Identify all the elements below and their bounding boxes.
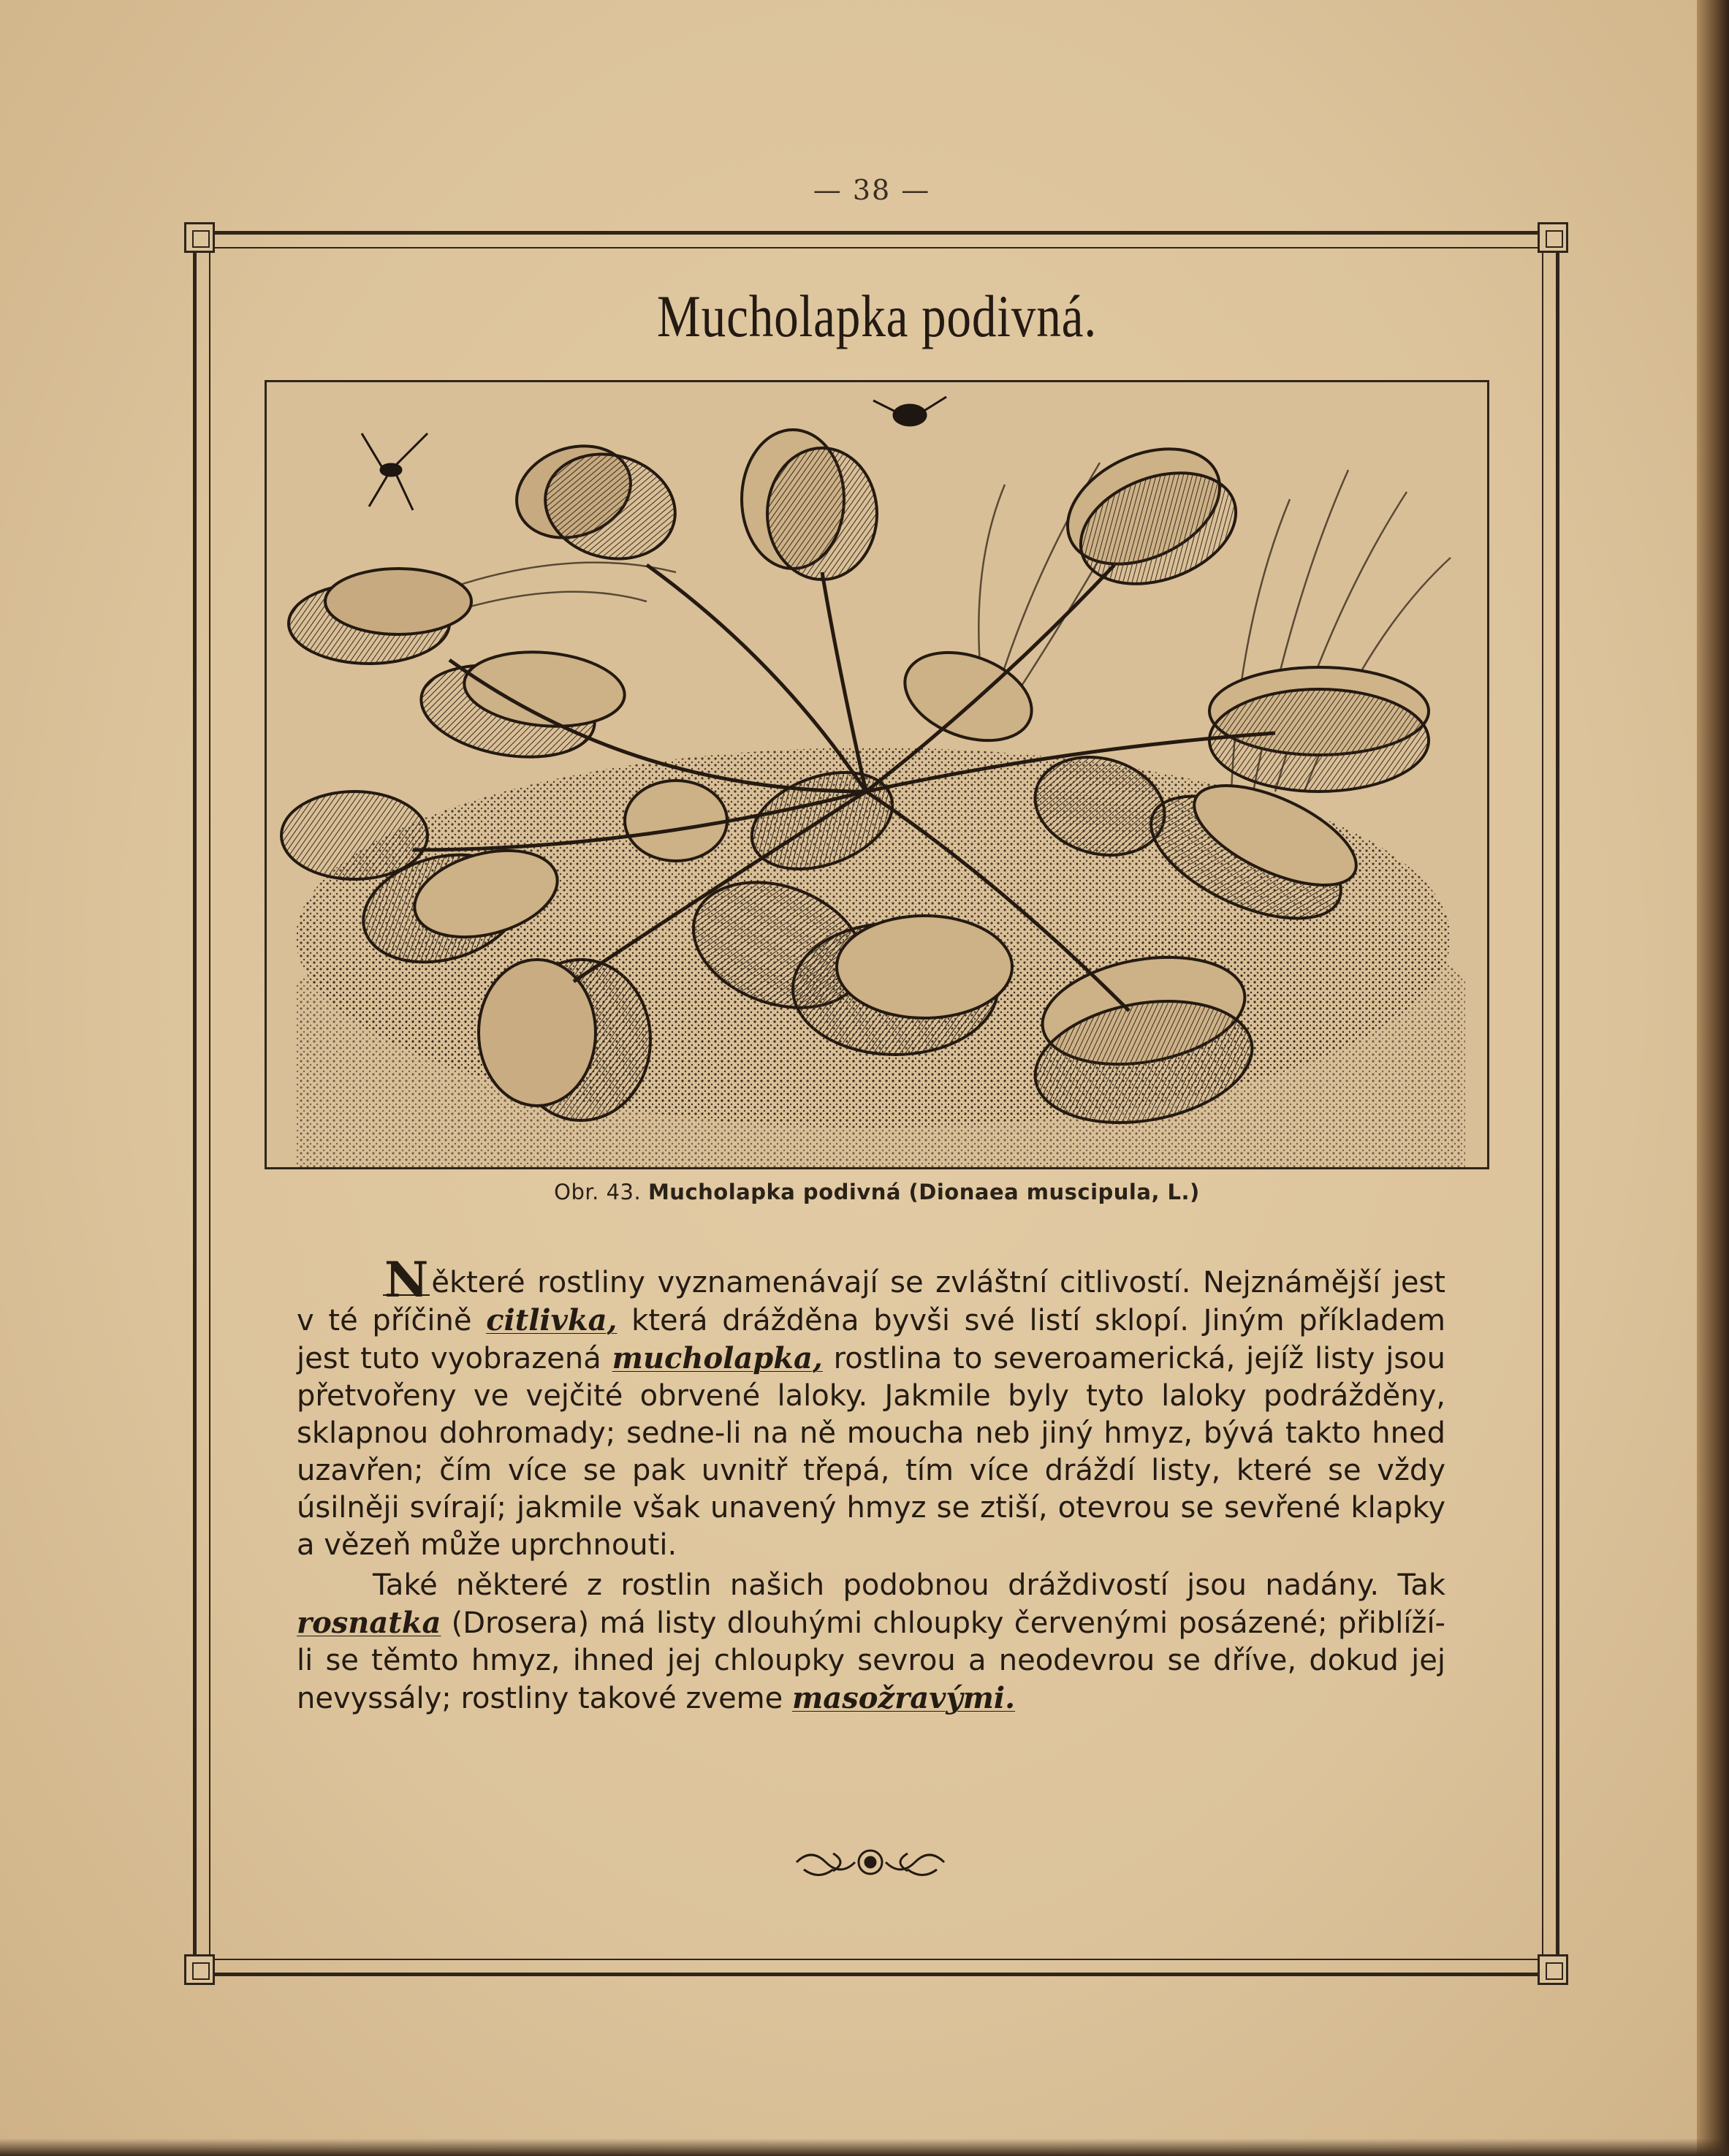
- page-title: Mucholapka podivná.: [657, 283, 1097, 349]
- book-spine-shadow: [1697, 0, 1729, 2156]
- frame-corner-top-right: [1538, 222, 1568, 253]
- p2-segment-a: Také některé z rostlin našich podobnou dráždivostí jsou nadány. Tak: [373, 1568, 1445, 1602]
- p1-segment-a: ěkteré rostliny vyznamenávají se zvláštní citlivostí. Nejznámější jest v té příčině: [297, 1266, 1445, 1337]
- frame-corner-bottom-left: [184, 1954, 215, 1985]
- p2-segment-b: (Drosera) má listy dlouhými chloupky červenými posázené; přiblíží-li se těmto hmyz, ihned jej chloupky sevrou a neodevrou se dříve, dokud jej nevyssály; rostliny takové zveme: [297, 1606, 1445, 1715]
- frame-corner-top-left: [184, 222, 215, 253]
- term-mucholapka: mucholapka,: [612, 1341, 823, 1375]
- paragraph-1: [297, 1251, 1446, 1564]
- drop-capital: N: [384, 1251, 429, 1308]
- flytrap-illustration: [265, 380, 1489, 1169]
- ornament-vignette: [789, 1840, 951, 1884]
- term-masozravymi: masožravými.: [791, 1681, 1016, 1715]
- p1-segment-b: která drážděna byvši své listí sklopí. Jiným příkladem jest tuto vyobrazená: [297, 1304, 1446, 1375]
- term-citlivka: citlivka,: [486, 1303, 618, 1337]
- page-number: — 38 —: [813, 174, 931, 206]
- term-rosnatka: rosnatka: [297, 1606, 441, 1640]
- figure-caption: [265, 1180, 1489, 1204]
- paragraph-2: [297, 1567, 1445, 1717]
- body-text: [297, 1251, 1446, 1717]
- caption-text: Mucholapka podivná (Dionaea muscipula, L.): [647, 1180, 1200, 1204]
- frame-corner-bottom-right: [1538, 1954, 1568, 1985]
- page-bottom-edge: [0, 2138, 1729, 2156]
- p1-segment-c: rostlina to severoamerická, jejíž listy jsou přetvořeny ve vejčité obrvené laloky. Jakmile byly tyto laloky podrážděny, sklapnou dohromady; sedne-li na ně moucha neb jiný hmyz, bývá takto hned uzavřen; čím více se pak uvnitř třepá, tím více dráždí listy, které se vždy úsilněji svírají; jakmile však unavený hmyz se ztiší, otevrou se sevřené klapky a vězeň může uprchnouti.: [297, 1342, 1445, 1562]
- caption-label: Obr. 43.: [554, 1180, 642, 1204]
